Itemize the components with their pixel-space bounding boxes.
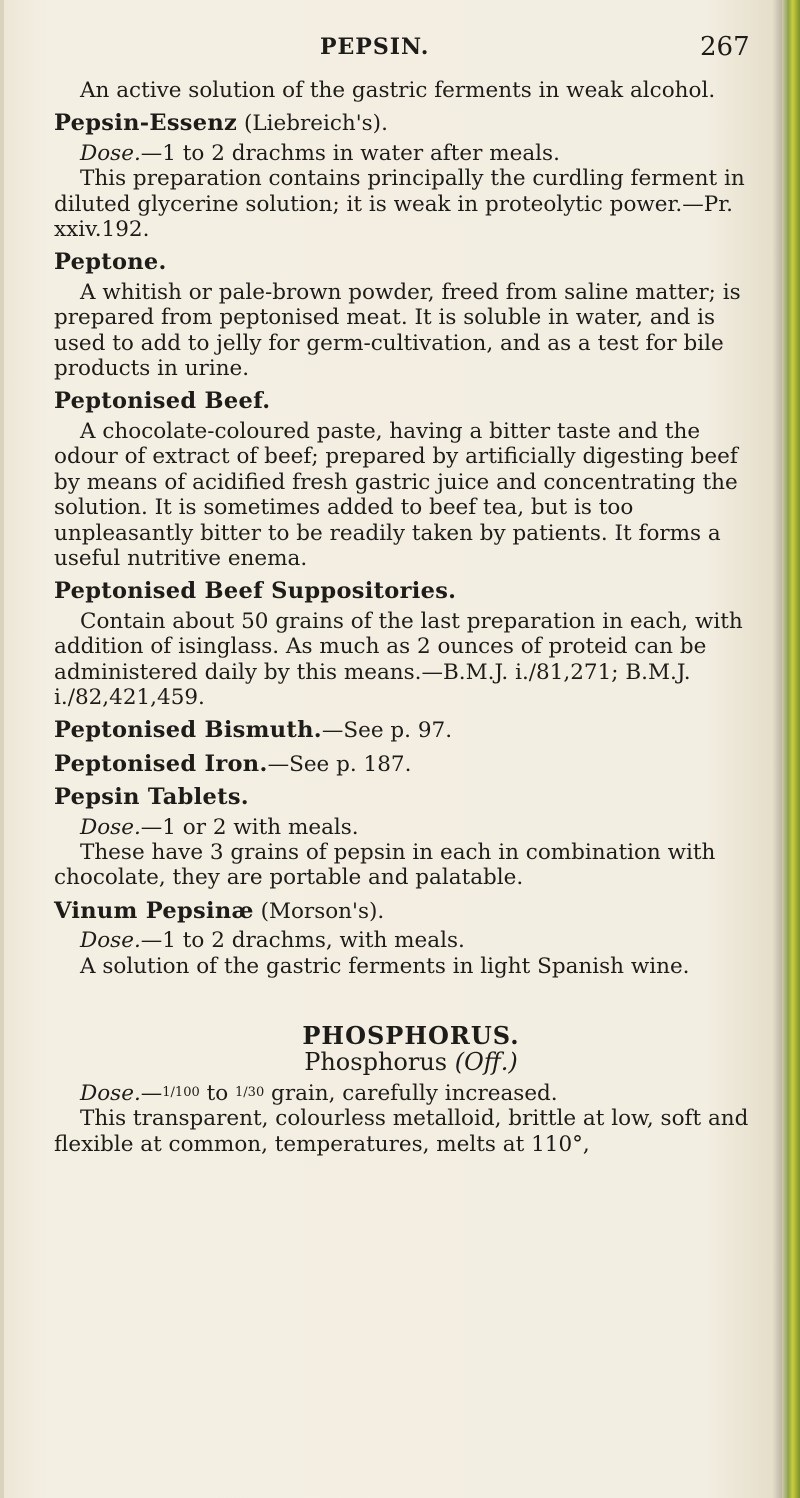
dose-line [54, 928, 768, 953]
entry-subheading: (Liebreich's). [237, 111, 388, 137]
binding-shadow [772, 0, 782, 1498]
running-title: PEPSIN. [320, 34, 430, 60]
dose-label: Dose. [80, 928, 141, 954]
entry-heading-phosphorus [54, 1050, 768, 1075]
official-marker: (Off.) [454, 1048, 518, 1077]
dose-text: —1 to 2 drachms, with meals. [140, 928, 465, 954]
entry-pepsin-essenz [54, 111, 768, 136]
paragraph-beef-suppositories: Contain about 50 grains of the last preparation in each, with addition of isinglass. As much as 2 ounces of proteid can be administered daily by this means.—B.M.J. i./81,271; B.M.J. i./82,421,459. [54, 608, 743, 710]
entry-subheading: (Morson's). [253, 898, 385, 924]
entry-heading-beef-suppositories: Peptonised Beef Suppositories. [54, 578, 457, 605]
dose-line [54, 1080, 768, 1106]
dose-dash: — [140, 1080, 163, 1106]
entry-peptonised-iron [54, 752, 768, 777]
entry-heading: Pepsin-Essenz [54, 110, 238, 137]
entry-heading-peptone: Peptone. [54, 249, 167, 276]
paragraph-pepsin-essenz: This preparation contains principally the curdling ferment in diluted glycerine solution; it is weak in proteolytic power.—Pr. xxiv.192. [54, 166, 745, 243]
section-title-phosphorus: PHOSPHORUS. [302, 1021, 520, 1050]
entry-heading-pepsin-tablets: Pepsin Tablets. [54, 784, 249, 811]
book-spine-edge [782, 0, 800, 1498]
dose-fraction-low: 1/100 [162, 1084, 200, 1100]
cross-reference: —See p. 187. [267, 751, 412, 777]
page-number: 267 [700, 32, 750, 62]
paragraph-pepsin-tablets: These have 3 grains of pepsin in each in combination with chocolate, they are portable and palatable. [54, 839, 716, 891]
paragraph-vinum-pepsinae: A solution of the gastric ferments in light Spanish wine. [80, 953, 690, 979]
cross-reference: —See p. 97. [321, 718, 453, 744]
running-head [0, 30, 800, 60]
dose-fraction-high: 1/30 [235, 1084, 265, 1100]
dose-text: —1 to 2 drachms in water after meals. [140, 140, 560, 166]
paragraph-peptonised-beef: A chocolate-coloured paste, having a bitter taste and the odour of extract of beef; prepared by artificially digesting beef by means of acidified fresh gastric juice and concentrating the solution. It is sometimes added to beef tea, but is too unpleasantly bitter to be readily taken by patients. It forms a useful nutritive enema. [54, 418, 738, 571]
dose-text: to [199, 1080, 236, 1106]
paragraph-phosphorus: This transparent, colourless metalloid, brittle at low, soft and flexible at common, temperatures, melts at 110°, [54, 1106, 749, 1157]
page-left-edge [0, 0, 4, 1498]
dose-line [54, 815, 768, 840]
entry-heading-peptonised-beef: Peptonised Beef. [54, 388, 271, 415]
page-text [54, 78, 768, 1157]
entry-heading: Peptonised Iron. [54, 750, 268, 777]
entry-heading: Phosphorus [304, 1048, 448, 1077]
entry-heading: Vinum Pepsinæ [54, 897, 254, 924]
entry-peptonised-bismuth [54, 718, 768, 743]
dose-label: Dose. [80, 814, 141, 840]
paragraph-peptone: A whitish or pale-brown powder, freed from saline matter; is prepared from peptonised meat. It is soluble in water, and is used to add to jelly for germ-cultivation, and as a test for bile products in urine. [54, 279, 741, 382]
dose-text: —1 or 2 with meals. [140, 814, 359, 840]
entry-heading: Peptonised Bismuth. [54, 717, 322, 744]
dose-line [54, 141, 768, 166]
dose-label: Dose. [80, 140, 141, 166]
dose-label: Dose. [80, 1080, 141, 1106]
paragraph-pepsin-solution: An active solution of the gastric ferments in weak alcohol. [80, 78, 716, 103]
entry-vinum-pepsinae [54, 899, 768, 924]
dose-text: grain, carefully increased. [264, 1080, 558, 1106]
